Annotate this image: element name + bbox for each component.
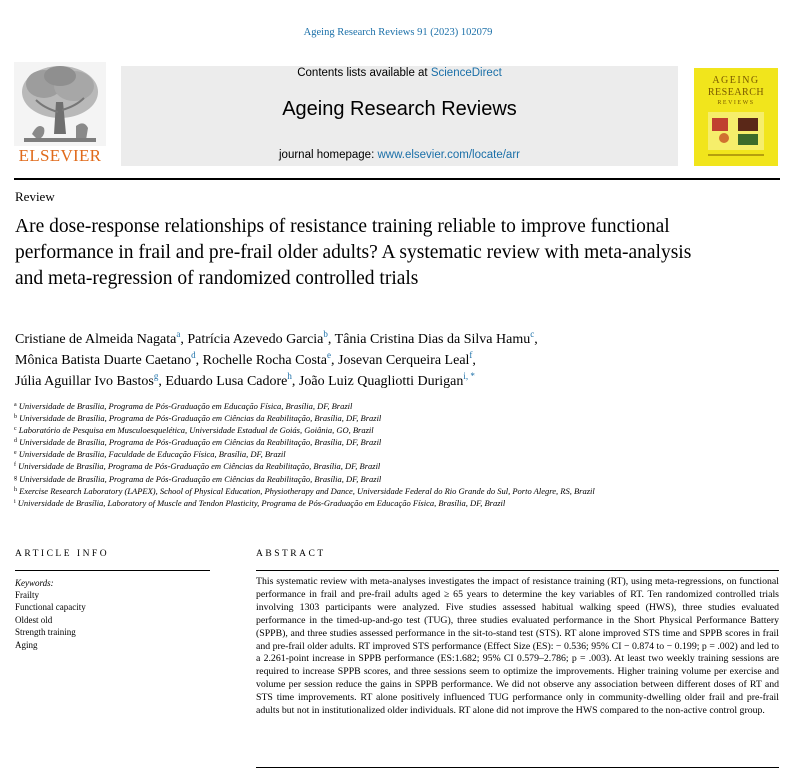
affiliation-text: Laboratório de Pesquisa em Musculoesquelética, Universidade Estadual de Goiás, Goiânia, GO, Brazil <box>18 425 374 436</box>
author-affiliation-ref[interactable]: d <box>191 350 196 360</box>
affiliation-item <box>14 424 734 436</box>
affiliation-marker: h <box>14 486 17 493</box>
author-separator: , <box>472 353 476 368</box>
affiliation-marker: a <box>14 402 17 408</box>
cover-title-line1: AGEING <box>712 75 760 86</box>
author-name[interactable]: Mônica Batista Duarte Caetano <box>15 353 192 368</box>
affiliation-text: Universidade de Brasília, Faculdade de Educação Física, Brasília, DF, Brazil <box>18 449 286 460</box>
affiliation-marker: b <box>14 414 17 421</box>
author-affiliation-ref[interactable]: f <box>469 350 473 360</box>
affiliation-item <box>14 473 734 485</box>
abstract-text: This systematic review with meta-analyses investigates the impact of resistance training (RT), using meta-regressions, on functional performance in frail and pre-frail adults aged ≥ 65 years to determine the key variables of RT. Ten randomized controlled trials involving 1303 participants were analyzed. Five studies assessed habitual walking speed (HWS), three studies evaluated performance in the timed-up-and-go test (TUG), three studies evaluated performance in the Short Physical Performance Battery (SPPB), and three studies assessed performance in the sit-to-stand test (STS). RT alone improved STS time and SPPB scores in frail and pre-frail older adults. RT improved STS performance (Effect Size (ES): − 0.536; 95% CI − 0.874 to − 0.199; p = .002) and led to a 2.261-point increase in SPPB performance (ES:1.682; 95% CI 0.579–2.786; p = .003). At least two weekly training sessions are required to increase SPPB scores, and three sessions seem to optimize the improvements. Higher training volume per exercise and volume per session reduce the gains in SPPB performance. We did not observe any association between different doses of RT and STS time improvements. RT alone positively influenced TUG performance only in community-dwelling older frail and pre-frail adults but not in institutionalized older individuals. RT alone did not improve the HWS compared to the non-active control group. <box>256 576 779 717</box>
author-affiliation-ref[interactable]: b <box>323 329 328 339</box>
affiliation-text: Universidade de Brasília, Programa de Pós-Graduação em Ciências da Reabilitação, Brasília, DF, Brazil <box>19 437 382 448</box>
author-separator: , <box>158 374 166 389</box>
author-affiliation-ref[interactable]: i, * <box>463 371 475 381</box>
affiliation-text: Universidade de Brasília, Programa de Pós-Graduação em Educação Física, Brasília, DF, Brazil <box>18 401 353 411</box>
cover-illustration-icon <box>694 68 778 166</box>
author-name[interactable]: Eduardo Lusa Cadore <box>165 374 288 389</box>
keyword-list <box>15 589 86 651</box>
article-title: Are dose-response relationships of resistance training reliable to improve functional performance in frail and pre-frail older adults? A systematic review with meta-analysis and meta-regression of randomized controlled trials <box>15 216 692 289</box>
affiliation-marker: e <box>14 450 17 457</box>
abstract-rule <box>256 570 779 571</box>
article-info-rule <box>15 570 210 571</box>
keyword-item: Strength training <box>15 627 76 638</box>
author-affiliation-ref[interactable]: a <box>176 329 181 339</box>
author-separator: , <box>291 374 299 389</box>
cover-title-line3: REVIEWS <box>717 100 755 106</box>
affiliation-item <box>14 400 734 412</box>
author-separator: , <box>534 332 538 347</box>
author-affiliation-ref[interactable]: c <box>530 329 535 339</box>
journal-citation[interactable] <box>0 27 796 38</box>
affiliation-text: Universidade de Brasília, Programa de Pós-Graduação em Ciências da Reabilitação, Brasília, DF, Brazil <box>18 461 381 472</box>
author-name[interactable]: Cristiane de Almeida Nagata <box>15 332 177 347</box>
author-name[interactable]: Rochelle Rocha Costa <box>202 353 328 368</box>
article-info-heading: ARTICLE INFO <box>15 549 110 559</box>
author-name[interactable]: Patrícia Azevedo Garcia <box>187 332 324 347</box>
affiliation-marker: d <box>14 438 17 445</box>
contents-line <box>121 67 678 79</box>
keyword-item: Frailty <box>15 590 39 600</box>
author-separator: , <box>331 353 339 368</box>
header-divider <box>14 178 780 180</box>
author-list <box>15 329 735 392</box>
author-separator: , <box>180 332 188 347</box>
abstract-heading: ABSTRACT <box>256 549 326 559</box>
affiliation-item <box>14 485 734 497</box>
affiliation-marker: f <box>14 462 16 469</box>
affiliation-text: Universidade de Brasília, Programa de Pós-Graduação em Ciências da Reabilitação, Brasília, DF, Brazil <box>19 473 382 484</box>
journal-title: Ageing Research Reviews <box>282 98 517 120</box>
publisher-name: ELSEVIER <box>18 146 102 165</box>
keywords-label: Keywords: <box>15 578 54 588</box>
affiliation-list <box>14 400 734 509</box>
affiliation-item <box>14 436 734 448</box>
affiliation-item <box>14 448 734 460</box>
keyword-item: Aging <box>15 639 38 650</box>
affiliation-marker: i <box>14 498 16 505</box>
sciencedirect-link[interactable]: ScienceDirect <box>430 67 502 79</box>
journal-cover[interactable] <box>694 68 778 166</box>
affiliation-marker: g <box>14 474 17 481</box>
affiliation-marker: c <box>14 426 17 433</box>
author-affiliation-ref[interactable]: g <box>153 371 159 381</box>
keyword-item: Functional capacity <box>15 602 86 613</box>
affiliation-text: Universidade de Brasília, Laboratory of Muscle and Tendon Plasticity, Programa de Pós-Graduação em Educação Física, Brasília, DF, Brazil <box>17 497 506 508</box>
keyword-item: Oldest old <box>15 614 53 625</box>
homepage-prefix: journal homepage: <box>279 149 378 161</box>
affiliation-text: Exercise Research Laboratory (LAPEX), School of Physical Education, Physiotherapy and Dance, Universidade Federal do Rio Grande do Sul, Porto Alegre, RS, Brazil <box>19 485 595 496</box>
abstract-bottom-rule <box>256 767 779 768</box>
author-name[interactable]: Júlia Aguillar Ivo Bastos <box>15 374 154 389</box>
affiliation-item <box>14 412 734 424</box>
contents-prefix: Contents lists available at <box>297 67 431 79</box>
citation-link[interactable]: Ageing Research Reviews 91 (2023) 102079 <box>303 27 493 38</box>
affiliation-item <box>14 460 734 472</box>
author-separator: , <box>195 353 203 368</box>
affiliation-text: Universidade de Brasília, Programa de Pós-Graduação em Ciências da Reabilitação, Brasília, DF, Brazil <box>19 413 382 424</box>
author-name[interactable]: Tânia Cristina Dias da Silva Hamu <box>334 332 531 347</box>
affiliation-item <box>14 497 734 509</box>
author-affiliation-ref[interactable]: h <box>287 371 292 381</box>
cover-title-line2: RESEARCH <box>707 87 765 98</box>
homepage-link[interactable]: www.elsevier.com/locate/arr <box>377 149 520 161</box>
author-separator: , <box>327 332 335 347</box>
homepage-line <box>121 149 678 161</box>
author-name[interactable]: João Luiz Quagliotti Durigan <box>298 374 464 389</box>
article-type: Review <box>15 189 55 204</box>
journal-banner <box>121 66 678 166</box>
author-name[interactable]: Josevan Cerqueira Leal <box>338 353 470 368</box>
author-affiliation-ref[interactable]: e <box>327 350 332 360</box>
